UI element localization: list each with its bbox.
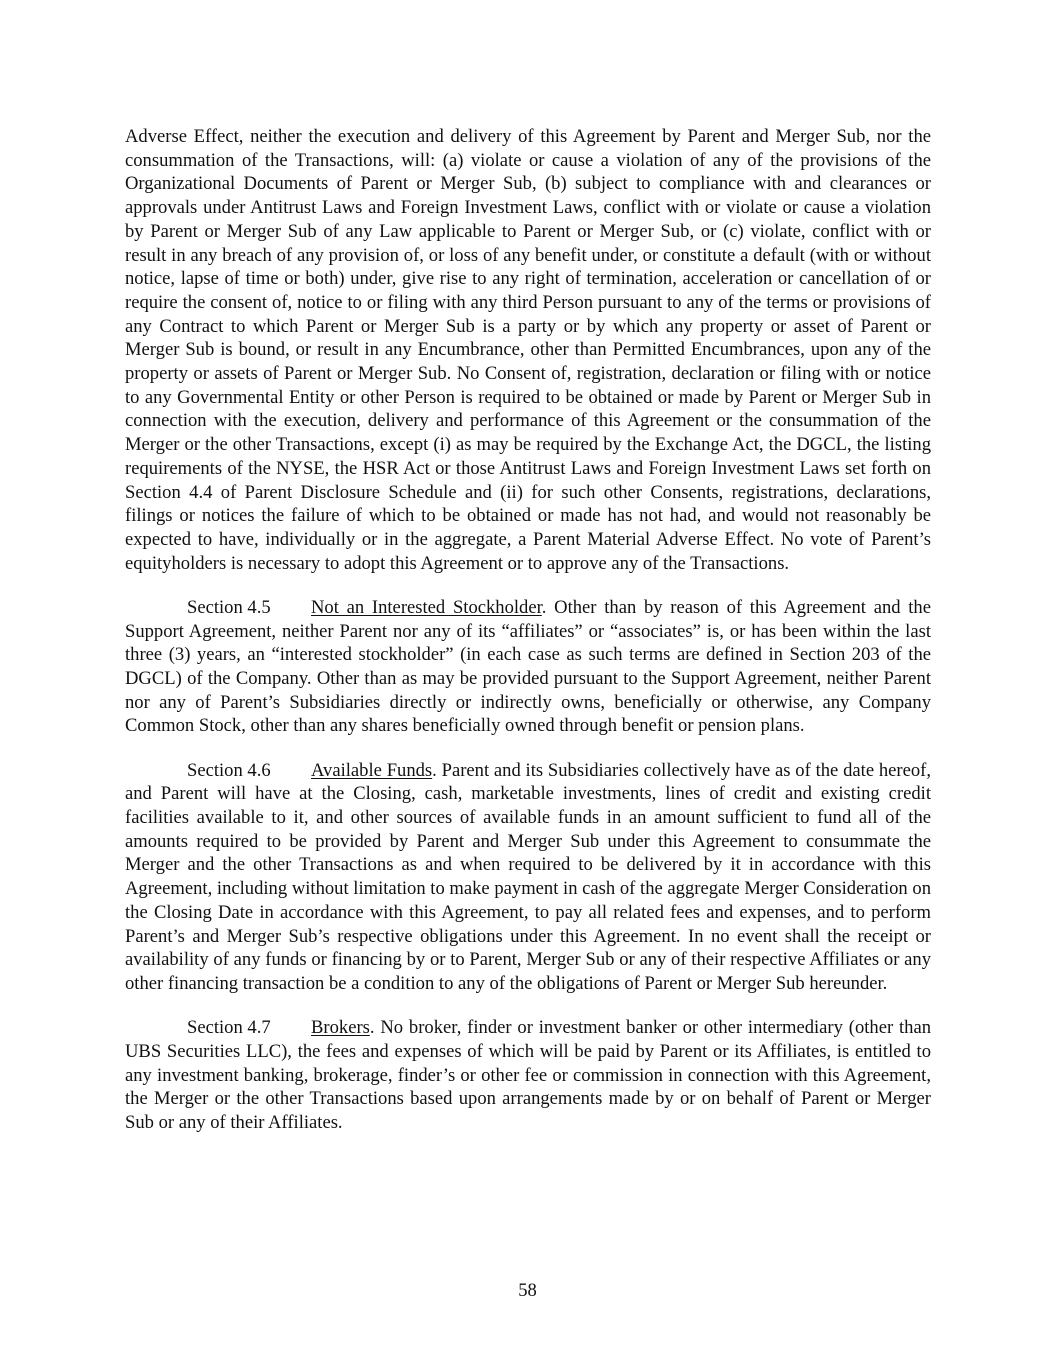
- continuation-paragraph: Adverse Effect, neither the execution and delivery of this Agreement by Parent and Merger Sub, nor the consummation of the Transactions, will: (a) violate or cause a violation of any of the provisions of the Organizational Documents of Parent or Merger Sub, (b) subject to compliance with and clearances or approvals under Antitrust Laws and Foreign Investment Laws, conflict with or violate or cause a violation by Parent or Merger Sub of any Law applicable to Parent or Merger Sub, or (c) violate, conflict with or result in any breach of any provision of, or loss of any benefit under, or constitute a default (with or without notice, lapse of time or both) under, give rise to any right of termination, acceleration or cancellation of or require the consent of, notice to or filing with any third Person pursuant to any of the terms or provisions of any Contract to which Parent or Merger Sub is a party or by which any property or asset of Parent or Merger Sub is bound, or result in any Encumbrance, other than Permitted Encumbrances, upon any of the property or assets of Parent or Merger Sub. No Consent of, registration, declaration or filing with or notice to any Governmental Entity or other Person is required to be obtained or made by Parent or Merger Sub in connection with the execution, delivery and performance of this Agreement or the consummation of the Merger or the other Transactions, except (i) as may be required by the Exchange Act, the DGCL, the listing requirements of the NYSE, the HSR Act or those Antitrust Laws and Foreign Investment Laws set forth on Section 4.4 of Parent Disclosure Schedule and (ii) for such other Consents, registrations, declarations, filings or notices the failure of which to be obtained or made has not had, and would not reasonably be expected to have, individually or in the aggregate, a Parent Material Adverse Effect. No vote of Parent’s equityholders is necessary to adopt this Agreement or to approve any of the Transactions.: [125, 126, 931, 574]
- section-4-6-paragraph: [125, 759, 931, 996]
- document-body: [125, 125, 931, 1155]
- page-number: 58: [518, 1280, 537, 1301]
- section-4-6-title: Available Funds: [311, 759, 433, 781]
- section-4-5-paragraph: [125, 596, 931, 738]
- section-4-7-paragraph: [125, 1016, 931, 1135]
- section-4-7-text: . No broker, finder or investment banker or other intermediary (other than UBS Securities LLC), the fees and expenses of which will be paid by Parent or its Affiliates, is entitled to any investment banking, brokerage, finder’s or other fee or commission in connection with this Agreement, the Merger or the other Transactions based upon arrangements made by or on behalf of Parent or Merger Sub or any of their Affiliates.: [125, 1017, 931, 1133]
- section-4-5-text: . Other than by reason of this Agreement and the Support Agreement, neither Parent nor any of its “affiliates” or “associates” is, or has been within the last three (3) years, an “interested stockholder” (in each case as such terms are defined in Section 203 of the DGCL) of the Company. Other than as may be provided pursuant to the Support Agreement, neither Parent nor any of Parent’s Subsidiaries directly or indirectly owns, beneficially or otherwise, any Company Common Stock, other than any shares beneficially owned through benefit or pension plans.: [125, 596, 931, 737]
- section-4-7-number: Section 4.7: [187, 1017, 271, 1039]
- section-4-5-number: Section 4.5: [187, 596, 271, 618]
- section-4-6-number: Section 4.6: [187, 759, 271, 781]
- section-4-7-title: Brokers: [311, 1017, 370, 1039]
- section-4-5-title: Not an Interested Stockholder: [311, 596, 542, 618]
- section-4-6-text: . Parent and its Subsidiaries collectively have as of the date hereof, and Parent will have at the Closing, cash, marketable investments, lines of credit and existing credit facilities available to it, and other sources of available funds in an amount sufficient to fund all of the amounts required to be provided by Parent and Merger Sub under this Agreement to consummate the Merger and the other Transactions as and when required to be delivered by it in accordance with this Agreement, including without limitation to make payment in cash of the aggregate Merger Consideration on the Closing Date in accordance with this Agreement, to pay all related fees and expenses, and to perform Parent’s and Merger Sub’s respective obligations under this Agreement. In no event shall the receipt or availability of any funds or financing by or to Parent, Merger Sub or any of their respective Affiliates or any other financing transaction be a condition to any of the obligations of Parent or Merger Sub hereunder.: [125, 759, 931, 994]
